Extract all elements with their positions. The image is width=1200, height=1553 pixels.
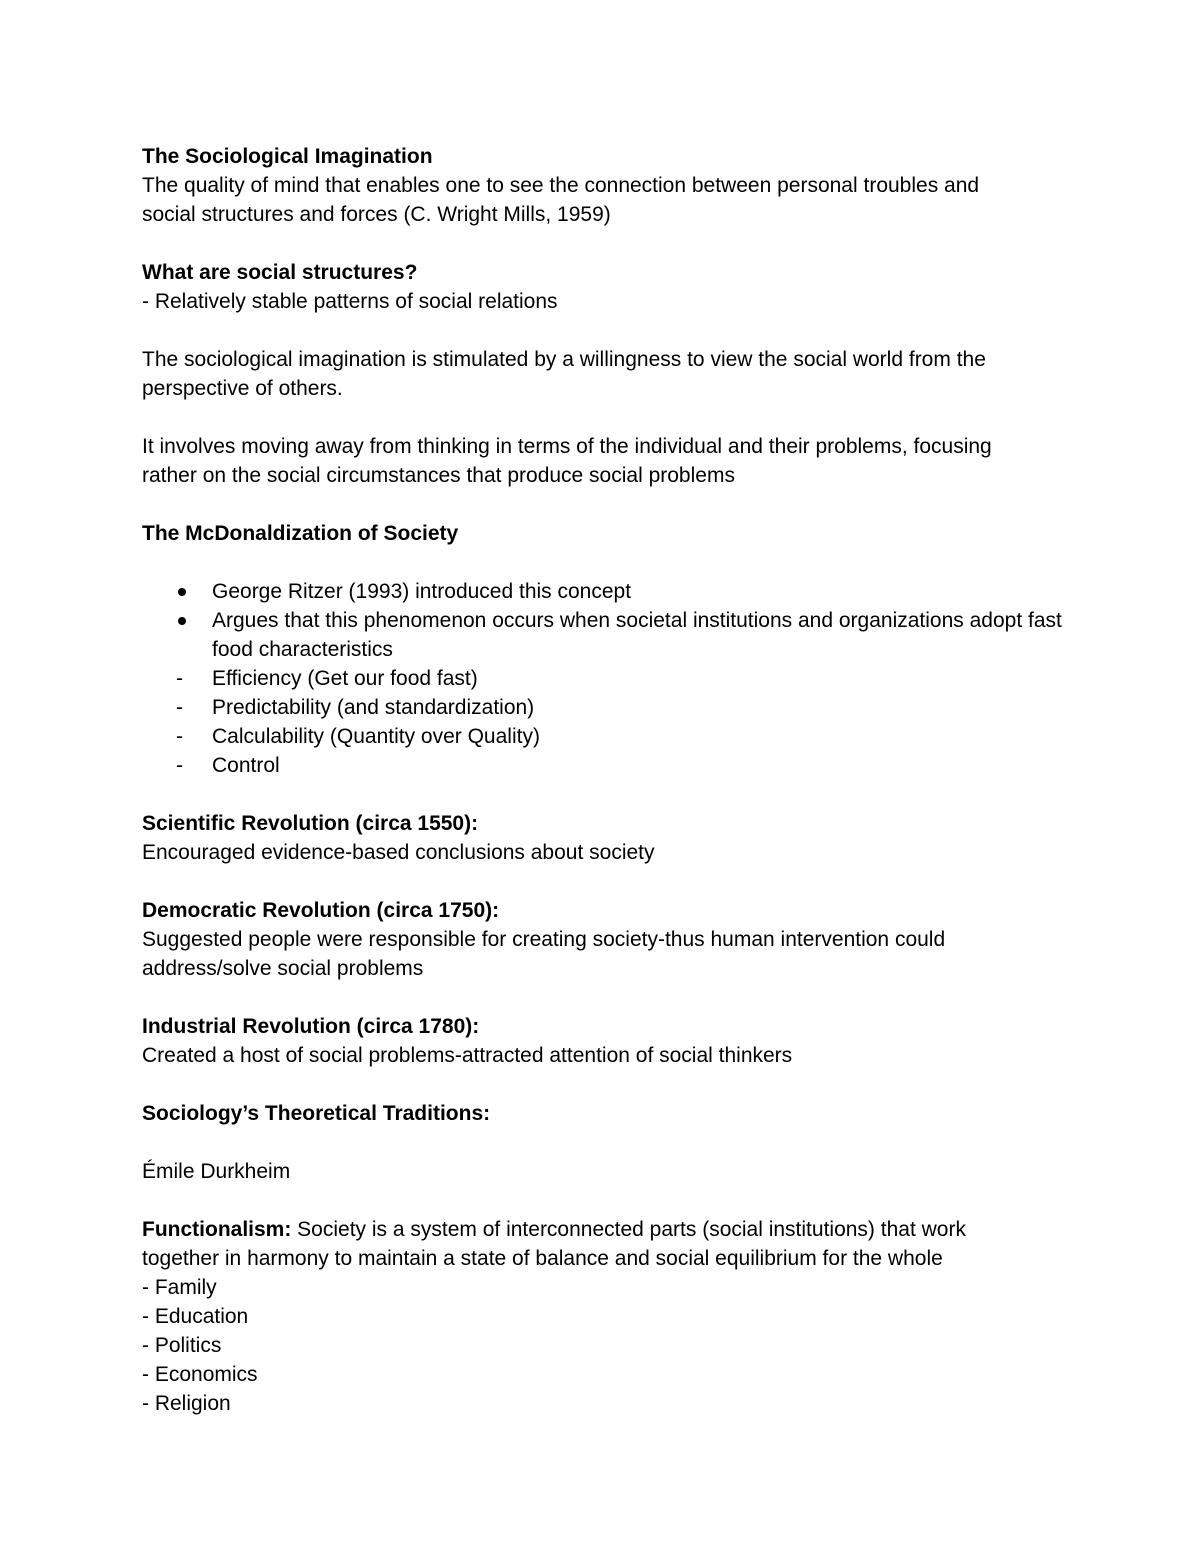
paragraph-perspective: The sociological imagination is stimulated by a willingness to view the social world from the perspective of others. xyxy=(142,348,986,400)
functionalism-item: - Religion xyxy=(142,1392,231,1415)
durkheim-name: Émile Durkheim xyxy=(142,1160,291,1183)
heading-democratic-revolution: Democratic Revolution (circa 1750): xyxy=(142,899,500,922)
list-item-text: Calculability (Quantity over Quality) xyxy=(212,725,540,748)
heading-theoretical-traditions: Sociology’s Theoretical Traditions: xyxy=(142,1102,491,1125)
heading-industrial-revolution: Industrial Revolution (circa 1780): xyxy=(142,1015,480,1038)
paragraph-social-circumstances: It involves moving away from thinking in terms of the individual and their problems, focusing rather on the social circumstances that produce social problems xyxy=(142,435,992,487)
mcdonaldization-list xyxy=(142,577,1072,780)
list-item xyxy=(142,606,1072,664)
list-item xyxy=(142,722,1072,751)
bullet-icon xyxy=(178,617,186,625)
dash-marker: - xyxy=(176,696,183,719)
list-item-text: Efficiency (Get our food fast) xyxy=(212,667,478,690)
list-item xyxy=(142,693,1072,722)
heading-sociological-imagination: The Sociological Imagination xyxy=(142,145,433,168)
functionalism-item: - Economics xyxy=(142,1363,258,1386)
democratic-revolution-text: Suggested people were responsible for creating society-thus human intervention could address/solve social problems xyxy=(142,928,946,980)
heading-social-structures: What are social structures? xyxy=(142,261,418,284)
functionalism-text: Society is a system of interconnected parts (social institutions) that work together in harmony to maintain a state of balance and social equilibrium for the whole xyxy=(142,1218,966,1270)
heading-scientific-revolution: Scientific Revolution (circa 1550): xyxy=(142,812,479,835)
dash-marker: - xyxy=(176,754,183,777)
list-item-text: Predictability (and standardization) xyxy=(212,696,535,719)
definition-sociological-imagination: The quality of mind that enables one to see the connection between personal troubles and social structures and forces (C. Wright Mills, 1959) xyxy=(142,174,980,226)
industrial-revolution-text: Created a host of social problems-attracted attention of social thinkers xyxy=(142,1044,793,1067)
dash-marker: - xyxy=(176,725,183,748)
list-item xyxy=(142,751,1072,780)
bullet-icon xyxy=(178,588,186,596)
document-page xyxy=(142,142,1072,1418)
scientific-revolution-text: Encouraged evidence-based conclusions about society xyxy=(142,841,655,864)
list-item xyxy=(142,577,1072,606)
functionalism-label: Functionalism: xyxy=(142,1218,292,1241)
list-item-text: Argues that this phenomenon occurs when societal institutions and organizations adopt fast food characteristics xyxy=(212,609,1062,661)
functionalism-item: - Education xyxy=(142,1305,249,1328)
list-item-text: George Ritzer (1993) introduced this concept xyxy=(212,580,632,603)
heading-mcdonaldization: The McDonaldization of Society xyxy=(142,522,459,545)
functionalism-item: - Family xyxy=(142,1276,217,1299)
list-item xyxy=(142,664,1072,693)
dash-marker: - xyxy=(176,667,183,690)
functionalism-item: - Politics xyxy=(142,1334,222,1357)
list-item-text: Control xyxy=(212,754,280,777)
functionalism-definition xyxy=(142,1215,1002,1273)
social-structures-item: - Relatively stable patterns of social relations xyxy=(142,290,558,313)
